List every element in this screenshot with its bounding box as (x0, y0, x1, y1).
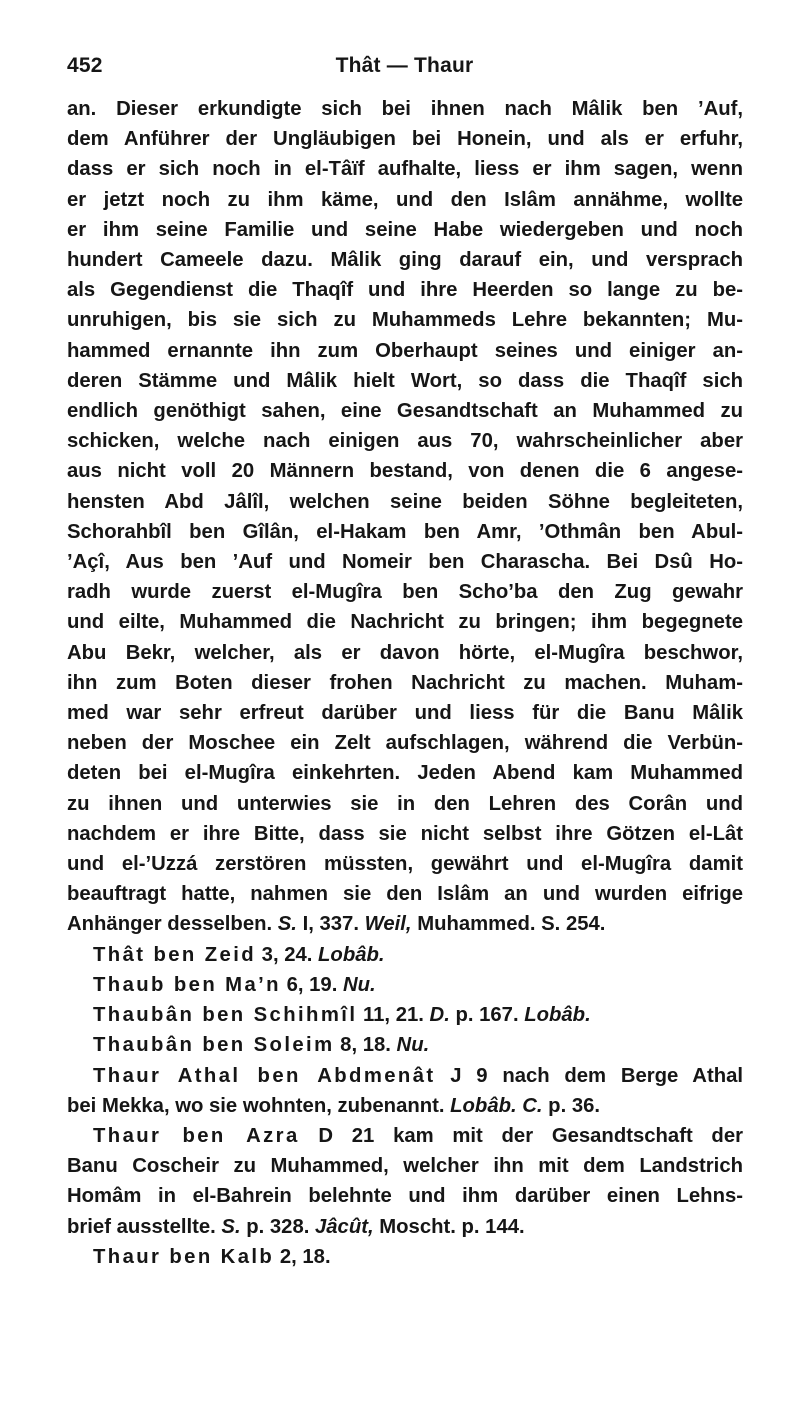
main-paragraph (67, 94, 743, 909)
text-line: und eilte, Muhammed die Nachricht zu bringen; ihm begegnete (67, 611, 743, 634)
text-line: unruhigen, bis sie sich zu Muhammeds Lehre bekannten; Mu- (67, 309, 743, 332)
text-line: hundert Cameele dazu. Mâlik ging darauf ein, und versprach (67, 249, 743, 272)
text-line: med war sehr erfreut darüber und liess für die Banu Mâlik (67, 702, 743, 725)
text-line: hammed ernannte ihn zum Oberhaupt seines und einiger an- (67, 339, 743, 362)
text-line: Abu Bekr, welcher, als er davon hörte, el-Mugîra beschwor, (67, 641, 743, 664)
text-line: neben der Moschee ein Zelt aufschlagen, während die Verbün- (67, 732, 743, 755)
text-line: Schorahbîl ben Gîlân, el-Hakam ben Amr, ’Othmân ben Abul- (67, 520, 743, 543)
text-line: Homâm in el-Bahrein belehnte und ihm darüber einen Lehns- (67, 1185, 743, 1208)
text-line: Banu Coscheir zu Muhammed, welcher ihn mit dem Landstrich (67, 1155, 743, 1178)
text-line: ’Açî, Aus ben ’Auf und Nomeir ben Charascha. Bei Dsû Ho- (67, 551, 743, 574)
text-line: Anhänger desselben. S. I, 337. Weil, Muhammed. S. 254. (67, 913, 606, 936)
text-line: dem Anführer der Ungläubigen bei Honein, und als er erfuhr, (67, 128, 743, 151)
entry-thaur-ben-azra: Thaur ben Azra D 21 kam mit der Gesandtschaft der (93, 1124, 743, 1147)
page-number: 452 (67, 54, 103, 77)
text-line: er jetzt noch zu ihm käme, und den Islâm annähme, wollte (67, 188, 743, 211)
text-line: ihn zum Boten dieser frohen Nachricht zu machen. Muham- (67, 671, 743, 694)
text-line: endlich genöthigt sahen, eine Gesandtschaft an Muhammed zu (67, 400, 743, 423)
text-line: nachdem er ihre Bitte, dass sie nicht selbst ihre Götzen el-Lât (67, 822, 743, 845)
entry-thaur-athal: Thaur Athal ben Abdmenât J 9 nach dem Berge Athal (93, 1064, 743, 1087)
text-line: als Gegendienst die Thaqîf und ihre Heerden so lange zu be- (67, 279, 743, 302)
text-line: an. Dieser erkundigte sich bei ihnen nach Mâlik ben ’Auf, (67, 98, 743, 120)
text-line: deten bei el-Mugîra einkehrten. Jeden Abend kam Muhammed (67, 762, 743, 785)
text-line: radh wurde zuerst el-Mugîra ben Scho’ba den Zug gewahr (67, 581, 743, 604)
text-line: brief ausstellte. S. p. 328. Jâcût, Moscht. p. 144. (67, 1215, 525, 1238)
text-line: beauftragt hatte, nahmen sie den Islâm an und wurden eifrige (67, 883, 743, 906)
text-line: schicken, welche nach einigen aus 70, wahrscheinlicher aber (67, 430, 743, 453)
page-body (67, 94, 743, 1272)
running-head: Thât — Thaur (335, 54, 474, 77)
text-line: er ihm seine Familie und seine Habe wiedergeben und noch (67, 218, 743, 241)
text-line: und el-’Uzzá zerstören müssten, gewährt und el-Mugîra damit (67, 853, 743, 876)
entry-thaub-ben-man: Thaub ben Ma’n 6, 19. Nu. (93, 973, 376, 996)
entry-that-ben-zeid: Thât ben Zeid 3, 24. Lobâb. (93, 943, 385, 966)
text-line: deren Stämme und Mâlik hielt Wort, so dass die Thaqîf sich (67, 369, 743, 392)
text-line: aus nicht voll 20 Männern bestand, von denen die 6 angese- (67, 460, 743, 483)
page-header (67, 54, 742, 84)
text-line: hensten Abd Jâlîl, welchen seine beiden Söhne begleiteten, (67, 490, 743, 513)
entry-thauban-ben-schihmil: Thaubân ben Schihmîl 11, 21. D. p. 167. Lobâb. (93, 1004, 591, 1027)
entry-thaur-ben-kalb: Thaur ben Kalb 2, 18. (93, 1245, 331, 1268)
text-line: bei Mekka, wo sie wohnten, zubenannt. Lobâb. C. p. 36. (67, 1094, 601, 1117)
entry-thauban-ben-soleim: Thaubân ben Soleim 8, 18. Nu. (93, 1034, 430, 1057)
text-line: zu ihnen und unterwies sie in den Lehren des Corân und (67, 792, 743, 815)
text-line: dass er sich noch in el-Tâïf aufhalte, liess er ihm sagen, wenn (67, 158, 743, 181)
